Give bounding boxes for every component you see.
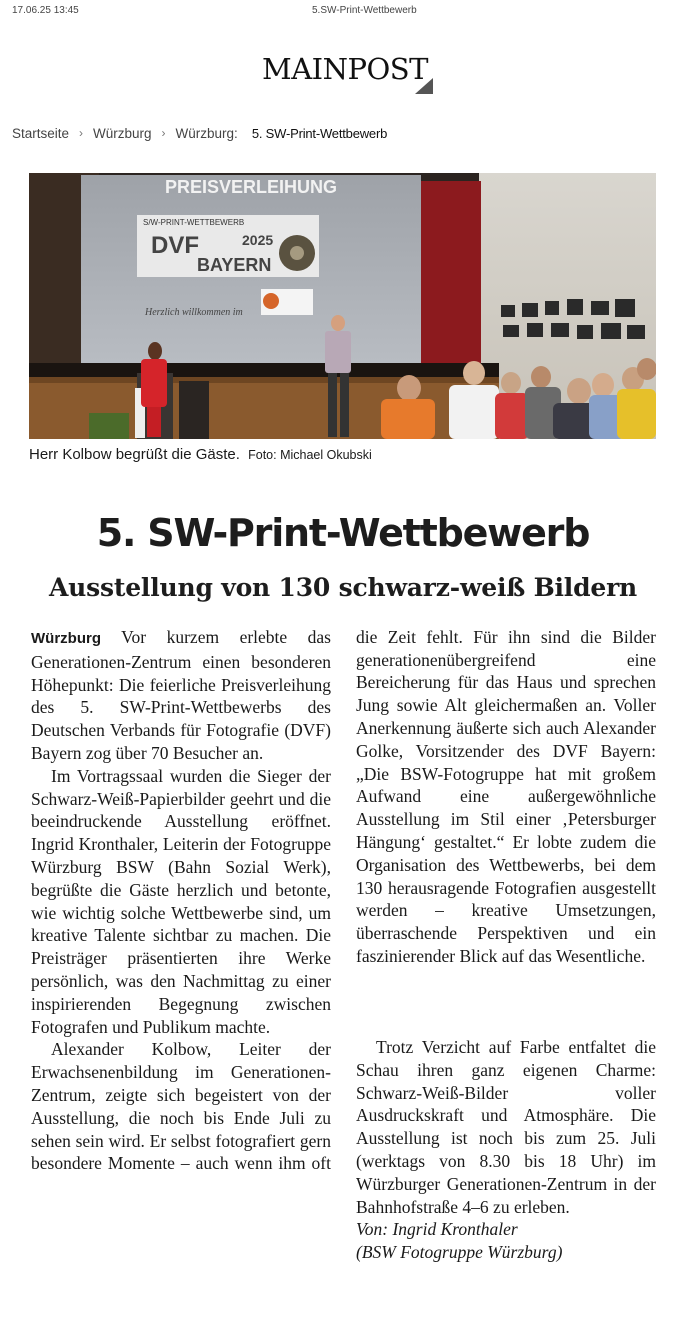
- mainpost-logo[interactable]: [262, 52, 437, 96]
- photo-caption: [29, 446, 372, 463]
- article-photo: [29, 173, 656, 439]
- paragraph-1-text: Vor kurzem erlebte das Generationen-Zentrum einen besonderen Höhepunkt: Die feierliche Preisverleihung des 5. SW-Print-Wettbewerbs des Deutschen Verbands für Fotografie (DVF) Bayern zog über 70 Besucher an.: [31, 627, 331, 763]
- print-header: [12, 5, 674, 19]
- logo-triangle-icon: [415, 78, 433, 94]
- breadcrumb-wuerzburg[interactable]: Würzburg: [93, 125, 152, 141]
- article-column-left: [31, 626, 331, 1175]
- logo-text: MAINPOST: [262, 52, 428, 86]
- breadcrumb-current: 5. SW-Print-Wettbewerb: [251, 125, 388, 141]
- article-paragraph-1: [31, 626, 331, 765]
- print-page-title: 5.SW-Print-Wettbewerb: [312, 5, 417, 16]
- breadcrumb-home[interactable]: Startseite: [12, 125, 70, 141]
- article-subheadline: Ausstellung von 130 schwarz-weiß Bildern: [48, 573, 638, 602]
- photo-credit: Foto: Michael Okubski: [248, 448, 372, 462]
- banner-dvf: DVF: [151, 232, 199, 259]
- print-datetime: 17.06.25 13:45: [12, 5, 79, 16]
- author-line-1: Von: Ingrid Kronthaler: [356, 1219, 518, 1240]
- breadcrumb-chevron-icon: ›: [161, 126, 166, 140]
- paragraph-3-continued-text: die Zeit fehlt. Für ihn sind die Bilder generationenübergreifend eine Bereicherung für das Haus und sprechen Jung sowie Alt gleichermaßen an. Voller Anerkennung äußerte sich auch Alexander Golke, Vorsitzender des DVF Bayern: „Die BSW-Fotogruppe hat mit großem Aufwand eine außergewöhnliche Ausstellung im Stil einer ‚Petersburger Hängung‘ gestaltet.“ Er lobte zudem die Organisation des Wettbewerbs, bei dem 130 herausragende Fotografien ausgestellt werden – kreative Umsetzungen, überraschende Perspektiven und ein faszinierender Blick auf das Wesentliche.: [356, 626, 656, 966]
- article-headline: 5. SW-Print-Wettbewerb: [96, 511, 590, 555]
- article-paragraph-2: Im Vortragssaal wurden die Sieger der Schwarz-Weiß-Papierbilder geehrt und die beeindruckende Ausstellung eröffnet. Ingrid Kronthaler, Leiterin der Fotogruppe Würzburg BSW (Bahn Sozial Werk), begrüßte die Gäste herzlich und betonte, wie wichtig solche Wettbewerbe sind, um kreative Talente sichtbar zu machen. Die Preisträger präsentierten ihre Werke persönlich, was den Nachmittag zu einer inspirierenden Begegnung zwischen Fotografen und Publikum machte.: [31, 765, 331, 1037]
- article-paragraph-4: Trotz Verzicht auf Farbe entfaltet die Schau ihren ganz eigenen Charme: Schwarz-Weiß-Bilder voller Ausdruckskraft und Atmosphäre. Die Ausstellung ist noch bis zum 25. Juli (werktags von 8.30 bis 18 Uhr) im Würzburger Generationen-Zentrum in der Bahnhofstraße 4–6 zu erleben.: [356, 1037, 656, 1217]
- article-paragraph-3: Alexander Kolbow, Leiter der Erwachsenenbildung im Generationen-Zentrum, zeigte sich begeistert von der Ausstellung, die noch bis Ende Juli zu sehen sein wird. Er selbst fotografiert gern besondere Momente – auch wenn ihm oft: [31, 1039, 331, 1174]
- breadcrumb-chevron-icon: ›: [79, 126, 84, 140]
- breadcrumb-wuerzburg-section[interactable]: Würzburg:: [175, 125, 238, 141]
- banner-region: BAYERN: [197, 255, 272, 275]
- banner-line1: S/W-PRINT-WETTBEWERB: [143, 218, 245, 227]
- caption-text: Herr Kolbow begrüßt die Gäste.: [29, 446, 240, 463]
- dateline: Würzburg: [31, 630, 101, 647]
- banner-year: 2025: [242, 232, 274, 248]
- author-line-2: (BSW Fotogruppe Würzburg): [356, 1242, 563, 1263]
- article-paragraph-3-continued: [356, 626, 656, 1036]
- screen-welcome: Herzlich willkommen im: [145, 307, 243, 318]
- screen-title: PREISVERLEIHUNG: [164, 177, 338, 197]
- breadcrumb: [12, 124, 387, 142]
- photo-scene: [29, 173, 656, 439]
- article-column-right: [356, 626, 656, 1264]
